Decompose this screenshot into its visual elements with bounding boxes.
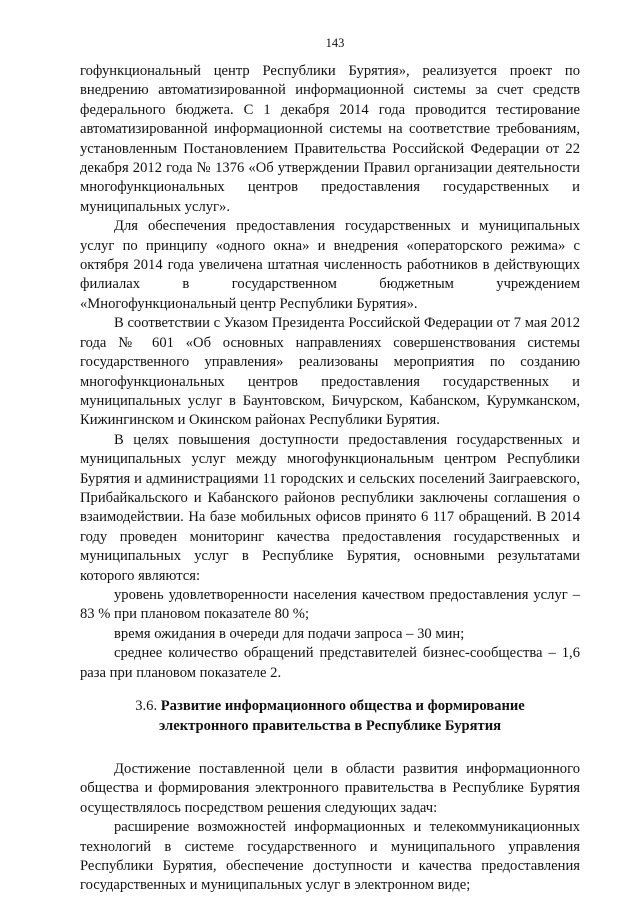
section-heading-line-1	[80, 697, 580, 717]
paragraph: гофункциональный центр Республики Бурятия», реализуется проект по внедрению автоматизированной информационной системы за счет средств федерального бюджета. С 1 декабря 2014 года проводится тестирование автоматизированной информационной системы на соответствие требованиям, установленным Постановлением Правительства Российской Федерации от 22 декабря 2012 года № 1376 «Об утверждении Правил организации деятельности многофункциональных центров предоставления государственных и муниципальных услуг».	[80, 63, 580, 215]
list-paragraph: среднее количество обращений представителей бизнес-сообщества – 1,6 раза при плановом показателе 2.	[80, 645, 580, 681]
paragraph: В целях повышения доступности предоставления государственных и муниципальных услуг между многофункциональным центром Республики Бурятия и администрациями 11 городских и сельских поселений Заиграевского, Прибайкальского и Кабанского районов республики заключены соглашения о взаимодействии. На базе мобильных офисов принято 6 117 обращений. В 2014 году проведен мониторинг качества предоставления государственных и муниципальных услуг в Республике Бурятия, основными результатами которого являются:	[80, 431, 580, 584]
list-paragraph: время ожидания в очереди для подачи запроса – 30 мин;	[114, 625, 465, 642]
paragraph: Достижение поставленной цели в области развития информационного общества и формирования электронного правительства в Республике Бурятия осуществлялось посредством решения следующих задач:	[80, 761, 580, 816]
page-number: 143	[325, 36, 345, 50]
list-paragraph: уровень удовлетворенности населения качеством предоставления услуг – 83 % при плановом показателе 80 %;	[80, 586, 580, 623]
body-text-before	[80, 62, 580, 683]
body-text-after	[80, 760, 580, 896]
paragraph: В соответствии с Указом Президента Российской Федерации от 7 мая 2012 года № 601 «Об основных направлениях совершенствования системы государственного управления» реализованы мероприятия по созданию многофункциональных центров предоставления государственных и муниципальных услуг в Баунтовском, Бичурском, Кабанском, Курумканском, Кижингинском и Окинском районах Республики Бурятия.	[80, 315, 580, 429]
section-title-line-2: электронного правительства в Республике Бурятия	[159, 717, 501, 734]
paragraph: Для обеспечения предоставления государственных и муниципальных услуг по принципу «одного окна» и внедрения «операторского режима» с октября 2014 года увеличена штатная численность работников в действующих филиалах в государственном бюджетным учреждением «Многофункциональный центр Республики Бурятия».	[80, 218, 580, 312]
list-paragraph: расширение возможностей информационных и телекоммуникационных технологий в системе государственного и муниципального управления Республики Бурятия, обеспечение доступности и качества предоставления государственных и муниципальных услуг в электронном виде;	[80, 819, 580, 894]
section-heading	[80, 697, 580, 736]
section-number: 3.6.	[135, 698, 158, 714]
section-title-line-1: Развитие информационного общества и формирование	[160, 698, 525, 714]
